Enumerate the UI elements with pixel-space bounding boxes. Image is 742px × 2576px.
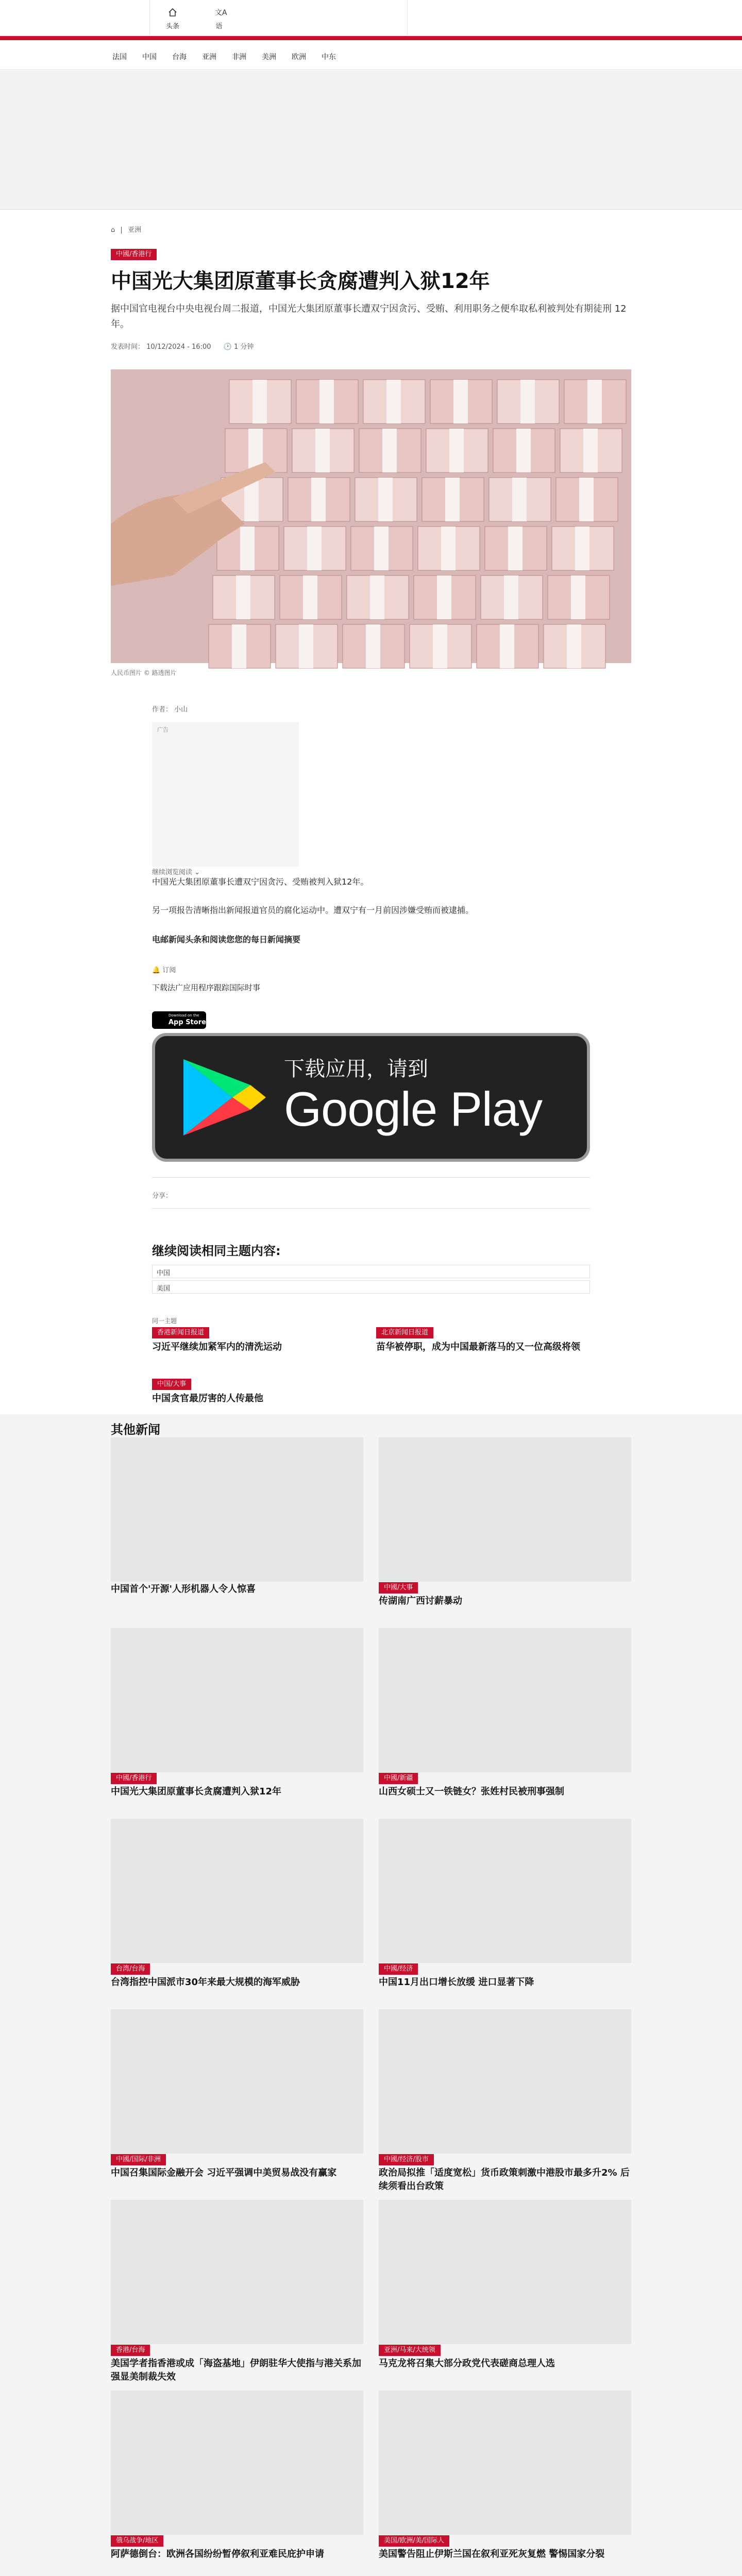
inline-ad bbox=[152, 722, 299, 867]
news-card-image[interactable] bbox=[111, 2009, 363, 2154]
banknote-band bbox=[453, 380, 468, 423]
header-item-language[interactable] bbox=[196, 7, 242, 30]
banknote-band bbox=[583, 429, 598, 472]
news-card-image[interactable] bbox=[111, 1628, 363, 1772]
language-icon bbox=[214, 7, 227, 18]
news-card-tag[interactable]: 中國/新疆 bbox=[379, 1773, 418, 1784]
top-header bbox=[0, 0, 742, 36]
nav-item[interactable]: 中国 bbox=[142, 53, 157, 61]
nav-item[interactable]: 欧洲 bbox=[292, 53, 306, 61]
news-card-title[interactable]: 马克龙将召集大部分政党代表磋商总理人选 bbox=[379, 2358, 555, 2369]
news-card[interactable] bbox=[111, 2200, 363, 2384]
divider bbox=[152, 1208, 590, 1209]
related-item[interactable] bbox=[376, 1327, 593, 1354]
news-card-image[interactable] bbox=[379, 1628, 631, 1772]
news-card-title[interactable]: 阿萨德倒台：欧洲各国纷纷暂停叙利亚难民庇护申请 bbox=[111, 2549, 324, 2560]
news-card-image[interactable] bbox=[111, 1437, 363, 1582]
download-prompt: 下载法广应用程序跟踪国际时事 bbox=[152, 983, 261, 992]
published-time: 10/12/2024 - 16:00 bbox=[146, 343, 211, 351]
news-card-image[interactable] bbox=[379, 1819, 631, 1963]
topic-tag[interactable]: 中国 bbox=[152, 1265, 590, 1278]
newsletter-promo[interactable]: 电邮新闻头条和阅读您您的每日新闻摘要 bbox=[152, 935, 301, 944]
news-card-title[interactable]: 传湖南广西讨薪暴动 bbox=[379, 1596, 462, 1606]
news-card-image[interactable] bbox=[111, 2391, 363, 2535]
svg-text:文A: 文A bbox=[215, 9, 227, 17]
news-card-image[interactable] bbox=[379, 1437, 631, 1582]
header-item-label: 头条 bbox=[165, 23, 179, 30]
nav-item[interactable]: 中东 bbox=[322, 53, 336, 61]
banknote-band bbox=[240, 527, 255, 570]
news-card-title[interactable]: 美国警告阻止伊斯兰国在叙利亚死灰复燃 警惕国家分裂 bbox=[379, 2549, 605, 2560]
news-card[interactable] bbox=[111, 2391, 363, 2561]
news-card[interactable] bbox=[379, 2009, 631, 2193]
banknote-band bbox=[571, 575, 585, 619]
banknote-band bbox=[252, 380, 267, 423]
article-meta bbox=[111, 341, 254, 351]
news-card[interactable] bbox=[111, 1437, 363, 1596]
gplay-label: Google Play bbox=[284, 1082, 543, 1136]
appstore-label: App Store bbox=[168, 1019, 206, 1026]
header-item-label: 语 bbox=[215, 23, 223, 30]
related-tag[interactable]: 香港新闻日报道 bbox=[152, 1327, 209, 1338]
news-card-image[interactable] bbox=[111, 2200, 363, 2344]
breadcrumb-current[interactable]: 亚洲 bbox=[127, 226, 141, 234]
news-card[interactable] bbox=[379, 2391, 631, 2561]
breadcrumb: ⌂ | 亚洲 bbox=[111, 226, 141, 234]
news-card-title[interactable]: 中国11月出口增长放缓 进口显著下降 bbox=[379, 1977, 534, 1988]
banknote-band bbox=[311, 478, 326, 521]
author-name[interactable]: 小山 bbox=[174, 706, 188, 714]
banknote-band bbox=[567, 624, 581, 668]
subscribe-label: 订阅 bbox=[162, 967, 176, 974]
news-card-title[interactable]: 中国首个'开源'人形机器人令人惊喜 bbox=[111, 1584, 256, 1595]
continue-reading[interactable] bbox=[152, 867, 200, 876]
related-label: 同一主题 bbox=[152, 1317, 177, 1325]
banknote-band bbox=[500, 624, 514, 668]
banknote-band bbox=[587, 380, 602, 423]
google-play-button[interactable] bbox=[152, 1033, 590, 1162]
article-paragraph: 另一项报告清晰指出新闻报道官员的腐化运动中。遭双宁有一月前因涉嫌受贿而被逮捕。 bbox=[152, 905, 474, 915]
news-card[interactable] bbox=[379, 2200, 631, 2370]
banknote-band bbox=[303, 575, 317, 619]
news-card[interactable] bbox=[379, 1628, 631, 1799]
banknote-band bbox=[508, 527, 522, 570]
related-item[interactable] bbox=[152, 1378, 368, 1405]
news-card[interactable] bbox=[379, 1819, 631, 1989]
app-store-button[interactable] bbox=[152, 1011, 206, 1029]
banknote-band bbox=[315, 429, 330, 472]
banknote-band bbox=[299, 624, 313, 668]
news-card-tag[interactable]: 中國/大事 bbox=[379, 1582, 418, 1594]
news-card-title[interactable]: 山西女硕士又一铁链女？张姓村民被刑事强制 bbox=[379, 1786, 564, 1797]
news-card[interactable] bbox=[111, 1819, 363, 1989]
hero-image bbox=[111, 369, 631, 663]
banknote-band bbox=[437, 575, 451, 619]
news-card-tag[interactable]: 中國/香港行 bbox=[111, 1773, 157, 1784]
news-card-tag[interactable]: 中國/经济/股市 bbox=[379, 2154, 434, 2165]
news-card-title[interactable]: 中国召集国际金融开会 习近平强调中美贸易战没有赢家 bbox=[111, 2167, 337, 2178]
news-card-tag[interactable]: 中國/经济 bbox=[379, 1963, 418, 1975]
related-title[interactable]: 习近平继续加紧军内的清洗运动 bbox=[152, 1342, 282, 1352]
news-card-image[interactable] bbox=[379, 2009, 631, 2154]
banknote-band bbox=[319, 380, 334, 423]
article-category[interactable] bbox=[111, 248, 157, 260]
related-tag[interactable]: 中国/大事 bbox=[152, 1379, 191, 1390]
news-card[interactable] bbox=[111, 1628, 363, 1799]
banknote-band bbox=[370, 575, 384, 619]
gplay-prompt: 下载应用，请到 bbox=[284, 1057, 428, 1081]
news-card[interactable] bbox=[379, 1437, 631, 1608]
banknote-band bbox=[520, 380, 535, 423]
page-title: 中国光大集团原董事长贪腐遭判入狱12年 bbox=[111, 269, 490, 293]
news-card-image[interactable] bbox=[111, 1819, 363, 1963]
nav-item[interactable]: 亚洲 bbox=[202, 53, 216, 61]
news-card-tag[interactable]: 香港/台海 bbox=[111, 2345, 150, 2356]
main-nav bbox=[0, 40, 742, 70]
nav-item[interactable]: 台海 bbox=[172, 53, 187, 61]
clock-icon: 🕑 bbox=[223, 343, 232, 351]
related-tag[interactable]: 北京新闻日报道 bbox=[376, 1327, 433, 1338]
banknote-band bbox=[516, 429, 531, 472]
news-card-tag[interactable]: 美国/欧洲/美/国际人 bbox=[379, 2535, 449, 2547]
news-card-tag[interactable]: 中國/国际/非洲 bbox=[111, 2154, 166, 2165]
ad-banner bbox=[0, 71, 742, 210]
banknote-band bbox=[433, 624, 447, 668]
image-caption: 人民币图片 © 路透图片 bbox=[111, 669, 177, 676]
banknote-band bbox=[382, 429, 397, 472]
news-card[interactable] bbox=[111, 2009, 363, 2180]
related-title[interactable]: 中国贪官最厉害的人传最他 bbox=[152, 1393, 263, 1404]
article-lede: 据中国官电视台中央电视台周二报道，中国光大集团原董事长遭双宁因贪污、受贿、利用职务之便牟取私利被判处有期徒刑 12 年。 bbox=[111, 303, 627, 330]
read-time: 1 分钟 bbox=[233, 343, 254, 351]
banknote-band bbox=[579, 478, 594, 521]
banknote-band bbox=[374, 527, 389, 570]
chevron-down-icon: ⌄ bbox=[194, 869, 200, 876]
topic-tag[interactable]: 美国 bbox=[152, 1280, 590, 1294]
banknote-band bbox=[449, 429, 464, 472]
news-card-tag[interactable]: 俄乌战争/地区 bbox=[111, 2535, 163, 2547]
author-label: 作者： bbox=[152, 706, 173, 714]
subscribe-link[interactable] bbox=[152, 964, 176, 974]
banknote-stacks-illustration bbox=[111, 369, 631, 663]
article-paragraph: 中国光大集团原董事长遭双宁因贪污、受贿被判入狱12年。 bbox=[152, 877, 369, 887]
continue-label: 继续浏览阅读 bbox=[152, 869, 193, 876]
news-card-title[interactable]: 台湾指控中国派市30年来最大规模的海军威胁 bbox=[111, 1977, 300, 1988]
banknote-band bbox=[236, 575, 250, 619]
home-icon bbox=[167, 7, 178, 18]
banknote-band bbox=[504, 575, 518, 619]
news-card-title[interactable]: 美国学者指香港或成「海盗基地」伊朗驻华大使指与港关系加强显美制裁失效 bbox=[111, 2358, 361, 2382]
ad-label: 广告 bbox=[157, 726, 168, 733]
author-line bbox=[152, 704, 188, 714]
nav-item[interactable]: 法国 bbox=[112, 53, 127, 61]
header-divider bbox=[407, 0, 408, 36]
banknote-band bbox=[307, 527, 322, 570]
related-item[interactable] bbox=[152, 1327, 368, 1354]
google-play-icon bbox=[183, 1059, 266, 1136]
banknote-band bbox=[445, 478, 460, 521]
banknote-band bbox=[366, 624, 380, 668]
header-item-headlines[interactable] bbox=[149, 7, 196, 30]
topics-title: 继续阅读相同主题内容: bbox=[152, 1244, 281, 1258]
home-icon[interactable]: ⌂ bbox=[111, 226, 115, 234]
brand-stripe bbox=[0, 36, 742, 40]
category-tag[interactable]: 中國/香港行 bbox=[111, 249, 157, 260]
published-label: 发表时间： bbox=[111, 343, 145, 351]
news-card-image[interactable] bbox=[379, 2391, 631, 2535]
news-card-image[interactable] bbox=[379, 2200, 631, 2344]
appstore-top-label: Download on the bbox=[168, 1013, 199, 1018]
news-card-tag[interactable]: 亚洲/马来/大统领 bbox=[379, 2345, 441, 2356]
banknote-band bbox=[512, 478, 527, 521]
bell-icon: 🔔 bbox=[152, 967, 161, 974]
share-label: 分享： bbox=[152, 1192, 173, 1200]
news-card-tag[interactable]: 台湾/台海 bbox=[111, 1963, 150, 1975]
divider bbox=[152, 1177, 590, 1178]
banknote-band bbox=[386, 380, 401, 423]
banknote-band bbox=[441, 527, 456, 570]
news-card-title[interactable]: 中国光大集团原董事长贪腐遭判入狱12年 bbox=[111, 1786, 282, 1797]
other-news-title: 其他新闻 bbox=[111, 1422, 160, 1437]
news-card-title[interactable]: 政治局拟推「适度宽松」货币政策刺激中港股市最多升2% 后续须看出台政策 bbox=[379, 2167, 630, 2192]
banknote-band bbox=[378, 478, 393, 521]
related-title[interactable]: 苗华被停职，成为中国最新落马的又一位高级将领 bbox=[376, 1342, 580, 1352]
nav-item[interactable]: 美洲 bbox=[262, 53, 276, 61]
banknote-band bbox=[575, 527, 589, 570]
banknote-band bbox=[232, 624, 246, 668]
nav-item[interactable]: 非洲 bbox=[232, 53, 246, 61]
